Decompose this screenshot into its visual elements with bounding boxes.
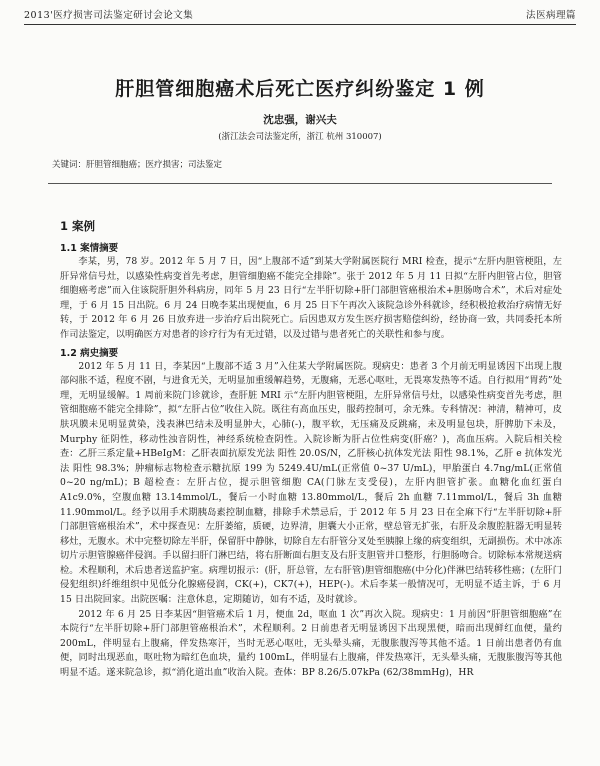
subsection-heading-history: 1.2 病史摘要 [60, 347, 119, 359]
case-summary-paragraph: 李某，男，78 岁。2012 年 5 月 7 日，因“上腹部不适”到某大学附属医院行 MRI 检查，提示“左肝内胆管梗阻，左肝异常信号灶，以感染性病变首先考虑，胆管细胞癌不能完全排除”。张于 2012 年 5 月 11 日拟“左肝内胆管占位，胆管细胞癌考虑”而入住该院肝胆外科病房，同年 5 月 23 日行“左半肝切除+肝门部胆管癌根治术+胆肠吻合术”，术后对症处理，于 6 月 15 日出院。6 月 24 日晚李某出现便血，6 月 25 日下午再次入该院急诊外科就诊，经积极抢救治疗病情无好转，于 2012 年 6 月 26 日放弃进一步治疗后出院死亡。后因患双方发生医疗损害赔偿纠纷，经协商一致，共同委托本所作司法鉴定，以明确医方对患者的诊疗行为有无过错，以及过错与患者死亡的关联性和参与度。 [60, 256, 562, 340]
article-title: 肝胆管细胞癌术后死亡医疗纠纷鉴定 1 例 [115, 78, 485, 100]
author-line: 沈忠强，谢兴夫 [263, 114, 337, 126]
article-body [60, 218, 562, 681]
header-journal: 2013'医疗损害司法鉴定研讨会论文集 [24, 10, 194, 21]
keywords-line: 关键词：肝胆管细胞癌；医疗损害；司法鉴定 [52, 160, 223, 170]
keywords-divider [48, 183, 552, 184]
subsection-heading-case-summary: 1.1 案情摘要 [60, 243, 119, 254]
running-header [24, 6, 576, 22]
history-paragraph-1: 2012 年 5 月 11 日，李某因“上腹部不适 3 月”入住某大学附属医院。现病史：患者 3 个月前无明显诱因下出现上腹部闷胀不适，程度不剧，与进食无关，无明显加重缓解趋势，无腹痛，无恶心呕吐，无畏寒发热等不适。自行拟用“胃药”处理，无明显缓解。1 周前来院门诊就诊，查肝脏 MRI 示“左肝内胆管梗阻，左肝异常信号灶，以感染性病变首先考虑，胆管细胞癌不能完全排除”，拟“左肝占位”收住入院。既往有高血压史，服药控制可，余无殊。专科情况：神清，精神可，皮肤巩膜未见明显黄染，浅表淋巴结未及明显肿大，心肺(-)，腹平软，无压痛及反跳痛，未及明显包块，肝脾肋下未及，Murphy 征阴性，移动性浊音阴性，神经系统检查阴性。入院诊断为肝占位性病变(肝癌？)，高血压病。入院后相关检查：乙肝三系定量+HBeIgM：乙肝表面抗原发光法 阳性 20.0S/N，乙肝核心抗体发光法 阳性 98.1%，乙肝 e 抗体发光法 阳性 98.3%；肿瘤标志物检查示糖抗原 199 为 5249.4U/mL(正常值 0~37 U/mL)，甲胎蛋白 4.7ng/mL(正常值 0~20 ng/mL)；B 超检查：左肝占位，提示胆管细胞 CA(门脉左支受侵)，左肝内胆管扩张。血糖化血红蛋白 A1c9.0%，空腹血糖 13.14mmol/L，餐后一小时血糖 13.80mmol/L，餐后 2h 血糖 7.11mmol/L，餐后 3h 血糖 11.90mmol/L。经予以用手术期胰岛素控制血糖，排除手术禁忌后，于 2012 年 5 月 23 日在全麻下行“左半肝切除+肝门部胆管癌根治术”，术中探查见：左肝萎缩，质硬，边界清，胆囊大小正常，壁总管无扩张，右肝及余腹腔脏器无明显转移灶，无腹水。术中完整切除左半肝，保留肝中静脉，切除自左右肝管分叉处至胰腺上缘的病变组织，无副损伤。术中冰冻切片示胆管腺癌伴侵润。手以留扫肝门淋巴结，将右肝断面右胆支及右肝支胆管并口整形，行胆肠吻合。切除标本常规送病检。术程顺利，术后患者送监护室。病理切报示：(肝，肝总管，左右肝管)胆管细胞癌(中分化)伴淋巴结转移性癌；(左肝门侵犯组织)纤维组织中见低分化腺癌侵润，CK(+)，CK7(+)，HEP(-)。术后李某一般情况可，无明显不适主诉，于 6 月 15 日出院回家。出院医嘱：注意休息，定期随访，如有不适，及时就诊。 [60, 360, 562, 606]
history-paragraph-2: 2012 年 6 月 25 日李某因“胆管癌术后 1 月，便血 2d，呕血 1 次”再次入院。现病史：1 月前因“肝胆管细胞癌”在本院行“左半肝切除+肝门部胆管癌根治术”，术程顺利。2 日前患者无明显诱因下出现黑便，暗而出现鲜红血便，量约 200mL，伴明显右上腹痛，伴发热寒汗，当时无恶心呕吐，无头晕头痛，无腹胀腹泻等其他不适。1 日前出患者仍有血便，同时出现恶血，呕吐物为暗红色血块，量约 100mL，伴明显右上腹痛，伴发热寒汗，无头晕头痛，无腹胀腹泻等其他明显不适。遂来院急诊，拟“消化道出血”收治入院。查体：BP 8.26/5.07kPa (62/38mmHg)，HR [60, 608, 562, 679]
affiliation-line: (浙江法会司法鉴定所，浙江 杭州 310007) [218, 132, 382, 142]
section-heading-case: 1 案例 [60, 219, 96, 233]
header-section: 法医病理篇 [525, 10, 576, 21]
header-divider [24, 24, 576, 25]
